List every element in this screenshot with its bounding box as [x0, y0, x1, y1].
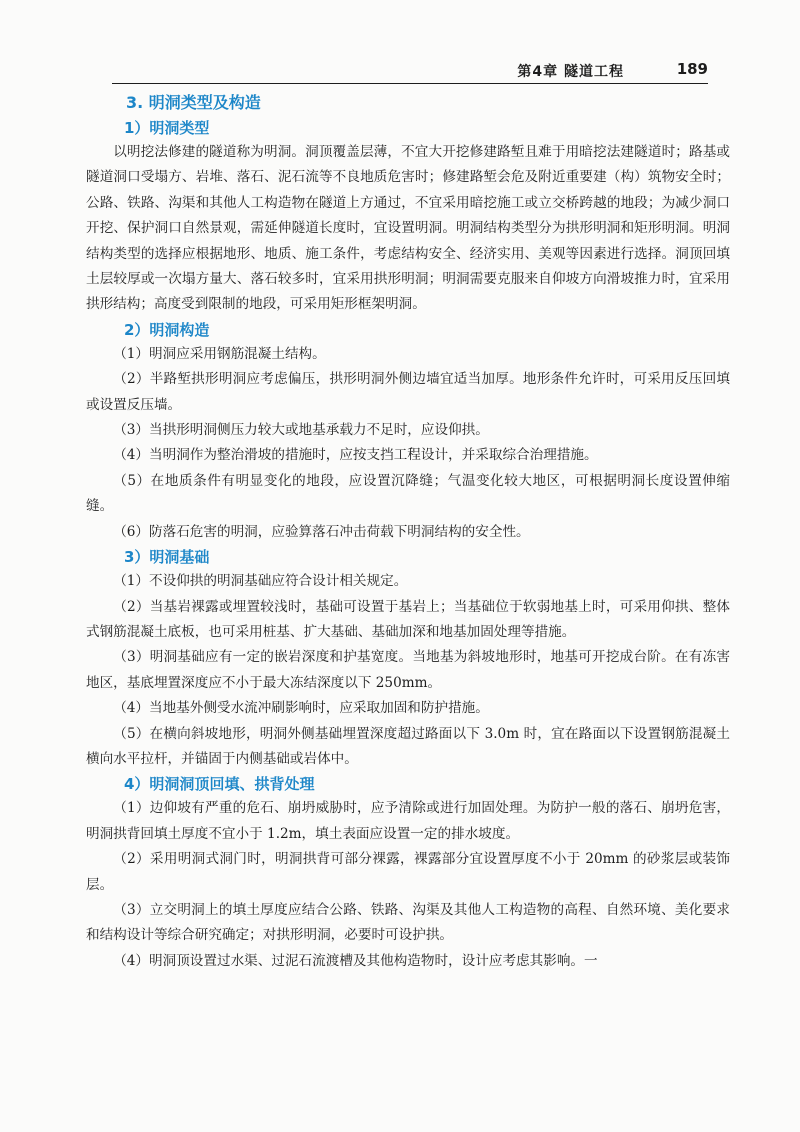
list-item: （5）在地质条件有明显变化的地段，应设置沉降缝；气温变化较大地区，可根据明洞长度设置伸缩缝。	[86, 472, 730, 515]
list-item: （1）明洞应采用钢筋混凝土结构。	[113, 345, 326, 362]
list-item: （1）边仰坡有严重的危石、崩坍威胁时，应予清除或进行加固处理。为防护一般的落石、崩坍危害，明洞拱背回填土厚度不宜小于 1.2m，填土表面应设置一定的排水坡度。	[86, 800, 730, 842]
list-item: （1）不设仰拱的明洞基础应符合设计相关规定。	[113, 573, 408, 590]
list-item: （4）当地基外侧受水流冲刷影响时，应采取加固和防护措施。	[113, 700, 489, 717]
list-item: （4）当明洞作为整治滑坡的措施时，应按支挡工程设计，并采取综合治理措施。	[113, 447, 598, 464]
list-item: （6）防落石危害的明洞，应验算落石冲击荷载下明洞结构的安全性。	[113, 523, 530, 540]
list-item: （4）明洞顶设置过水渠、过泥石流渡槽及其他构造物时，设计应考虑其影响。一	[113, 952, 598, 969]
subsection-heading-foundation: 3）明洞基础	[124, 548, 210, 567]
subsection-heading-backfill: 4）明洞洞顶回填、拱背处理	[124, 775, 315, 794]
running-header	[112, 59, 708, 84]
list-item: （3）当拱形明洞侧压力较大或地基承载力不足时，应设仰拱。	[113, 422, 489, 439]
section-title: 3. 明洞类型及构造	[126, 93, 261, 112]
list-item: （2）采用明洞式洞门时，明洞拱背可部分裸露，裸露部分宜设置厚度不小于 20mm 的砂浆层或装饰层。	[86, 851, 730, 893]
page-number: 189	[676, 60, 708, 78]
list-item: （3）立交明洞上的填土厚度应结合公路、铁路、沟渠及其他人工构造物的高程、自然环境、美化要求和结构设计等综合研究确定；对拱形明洞，必要时可设护拱。	[86, 901, 730, 944]
list-item: （5）在横向斜坡地形，明洞外侧基础埋置深度超过路面以下 3.0m 时，宜在路面以下设置钢筋混凝土横向水平拉杆，并锚固于内侧基础或岩体中。	[86, 725, 730, 767]
list-item: （2）当基岩裸露或埋置较浅时，基础可设置于基岩上；当基础位于软弱地基上时，可采用仰拱、整体式钢筋混凝土底板，也可采用桩基、扩大基础、基础加深和地基加固处理等措施。	[86, 598, 730, 640]
subsection-heading-types: 1）明洞类型	[124, 119, 210, 137]
subsection-heading-construction: 2）明洞构造	[124, 320, 210, 339]
page-body	[86, 90, 730, 974]
paragraph-types: 以明挖法修建的隧道称为明洞。洞顶覆盖层薄，不宜大开挖修建路堑且难于用暗挖法建隧道时；路基或隧道洞口受塌方、岩堆、落石、泥石流等不良地质危害时；修建路堑会危及附近重要建（构）筑物安全时；公路、铁路、沟渠和其他人工构造物在隧道上方通过，不宜采用暗挖施工或立交桥跨越的地段；为减少洞口开挖、保护洞口自然景观，需延伸隧道长度时，宜设置明洞。明洞结构类型分为拱形明洞和矩形明洞。明洞结构类型的选择应根据地形、地质、施工条件，考虑结构安全、经济实用、美观等因素进行选择。洞顶回填土层较厚或一次塌方量大、落石较多时，宜采用拱形明洞；明洞需要克服来自仰坡方向滑坡推力时，宜采用拱形结构；高度受到限制的地段，可采用矩形框架明洞。	[86, 144, 730, 313]
list-item: （2）半路堑拱形明洞应考虑偏压，拱形明洞外侧边墙宜适当加厚。地形条件允许时，可采用反压回填或设置反压墙。	[86, 371, 730, 413]
list-item: （3）明洞基础应有一定的嵌岩深度和护基宽度。当地基为斜坡地形时，地基可开挖成台阶。在有冻害地区，基底埋置深度应不小于最大冻结深度以下 250mm。	[86, 649, 730, 691]
chapter-title: 第4章 隧道工程	[517, 64, 624, 80]
